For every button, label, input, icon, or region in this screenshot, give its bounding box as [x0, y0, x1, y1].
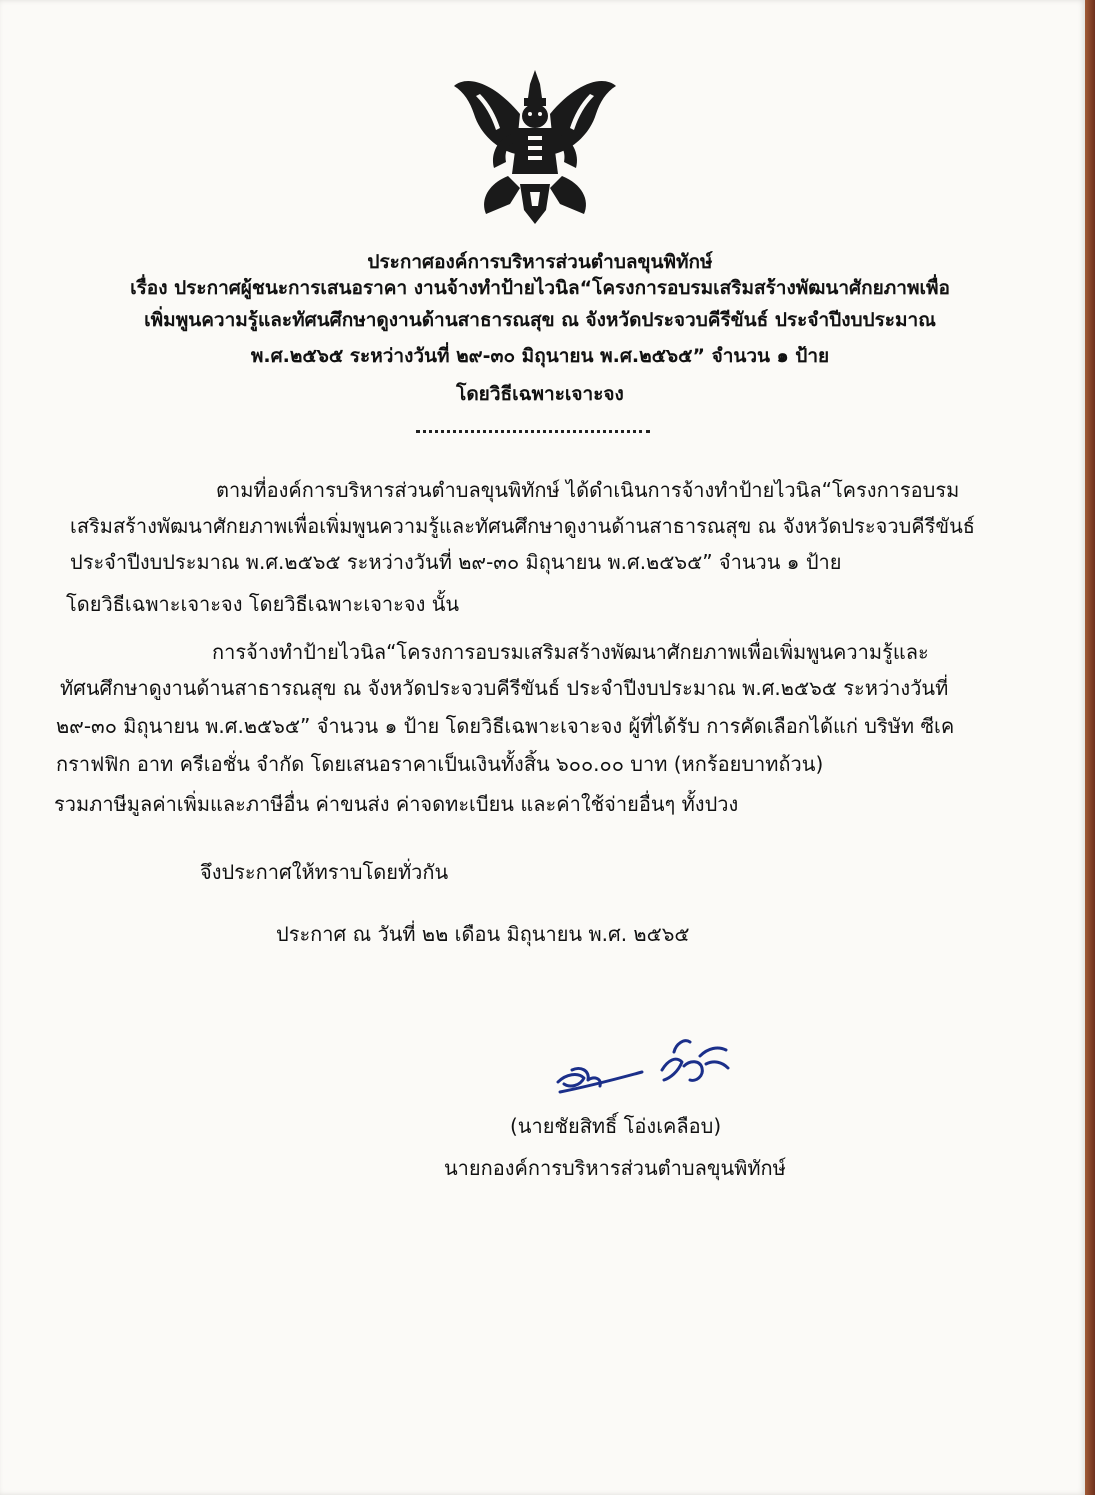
table-edge-background [1085, 0, 1095, 1495]
subject-line-2: เพิ่มพูนความรู้และทัศนศึกษาดูงานด้านสาธารณสุข ณ จังหวัดประจวบคีรีขันธ์ ประจำปีงบประมาณ [144, 309, 936, 331]
paragraph-1-line-3: ประจำปีงบประมาณ พ.ศ.๒๕๖๕ ระหว่างวันที่ ๒๙-๓๐ มิถุนายน พ.ศ.๒๕๖๕” จำนวน ๑ ป้าย [70, 550, 842, 574]
closing-statement: จึงประกาศให้ทราบโดยทั่วกัน [200, 860, 449, 884]
paragraph-2-line-2: ทัศนศึกษาดูงานด้านสาธารณสุข ณ จังหวัดประจวบคีรีขันธ์ ประจำปีงบประมาณ พ.ศ.๒๕๖๕ ระหว่างวันที่ [60, 676, 949, 700]
signatory-name: (นายชัยสิทธิ์ โอ่งเคลือบ) [510, 1114, 722, 1138]
paragraph-1-line-2: เสริมสร้างพัฒนาศักยภาพเพื่อเพิ่มพูนความรู้และทัศนศึกษาดูงานด้านสาธารณสุข ณ จังหวัดประจวบคีรีขันธ์ [70, 514, 975, 538]
handwritten-signature-icon [550, 1030, 750, 1100]
paragraph-2-line-3: ๒๙-๓๐ มิถุนายน พ.ศ.๒๕๖๕” จำนวน ๑ ป้าย โดยวิธีเฉพาะเจาะจง ผู้ที่ได้รับ การคัดเลือกได้แก่ บริษัท ซีเค [56, 714, 955, 738]
paragraph-2-line-4: กราฟฟิก อาท ครีเอชั่น จำกัด โดยเสนอราคาเป็นเงินทั้งสิ้น ๖๐๐.๐๐ บาท (หกร้อยบาทถ้วน) [56, 752, 824, 776]
subject-line-3: พ.ศ.๒๕๖๕ ระหว่างวันที่ ๒๙-๓๐ มิถุนายน พ.ศ.๒๕๖๕” จำนวน ๑ ป้าย [250, 345, 830, 367]
subject-line-1: เรื่อง ประกาศผู้ชนะการเสนอราคา งานจ้างทำป้ายไวนิล“โครงการอบรมเสริมสร้างพัฒนาศักยภาพเพื่อ [130, 277, 950, 299]
paragraph-1-line-1: ตามที่องค์การบริหารส่วนตำบลขุนพิทักษ์ ได้ดำเนินการจ้างทำป้ายไวนิล“โครงการอบรม [216, 478, 960, 502]
garuda-emblem-icon [450, 64, 620, 230]
signatory-position: นายกองค์การบริหารส่วนตำบลขุนพิทักษ์ [444, 1156, 786, 1180]
announcement-date: ประกาศ ณ วันที่ ๒๒ เดือน มิถุนายน พ.ศ. ๒๕๖๕ [276, 922, 690, 946]
separator-dotted-line [416, 424, 650, 433]
announcement-title: ประกาศองค์การบริหารส่วนตำบลขุนพิทักษ์ [367, 251, 713, 273]
paragraph-2-line-5: รวมภาษีมูลค่าเพิ่มและภาษีอื่น ค่าขนส่ง ค่าจดทะเบียน และค่าใช้จ่ายอื่นๆ ทั้งปวง [54, 792, 739, 816]
paragraph-2-line-1: การจ้างทำป้ายไวนิล“โครงการอบรมเสริมสร้างพัฒนาศักยภาพเพื่อเพิ่มพูนความรู้และ [212, 640, 929, 664]
paragraph-1-line-4: โดยวิธีเฉพาะเจาะจง โดยวิธีเฉพาะเจาะจง นั้น [66, 592, 460, 616]
subject-line-4: โดยวิธีเฉพาะเจาะจง [456, 383, 624, 405]
